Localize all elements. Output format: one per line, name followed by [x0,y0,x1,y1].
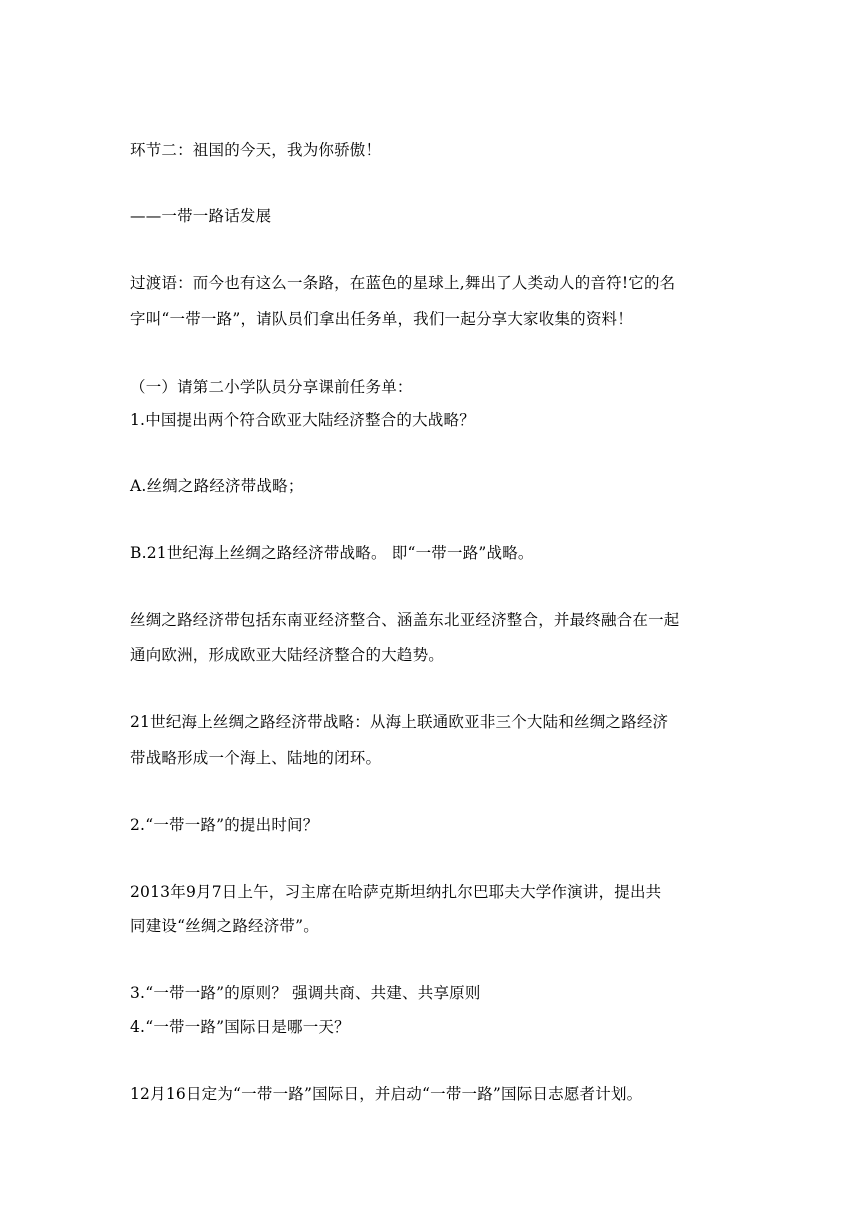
task-intro: （一）请第二小学队员分享课前任务单： [130,378,413,396]
section-heading: 环节二：祖国的今天，我为你骄傲！ [130,141,382,159]
question-1: 1.中国提出两个符合欧亚大陆经济整合的大战略？ [130,411,475,429]
question-4: 4.“一带一路”国际日是哪一天？ [130,1018,350,1036]
question-2: 2.“一带一路”的提出时间？ [130,816,319,834]
question-3: 3.“一带一路”的原则？ 强调共商、共建、共享原则 [130,984,481,1002]
subheading: ——一带一路话发展 [130,207,272,225]
transition-line-2: 字叫“一带一路”，请队员们拿出任务单，我们一起分享大家收集的资料！ [130,310,633,328]
explain-2-line-1: 21世纪海上丝绸之路经济带战略：从海上联通欧亚非三个大陆和丝绸之路经济 [130,713,669,731]
explain-2-line-2: 带战略形成一个海上、陆地的闭环。 [130,749,382,767]
answer-2-line-2: 同建设“丝绸之路经济带”。 [130,917,319,935]
explain-1-line-2: 通向欧洲，形成欧亚大陆经济整合的大趋势。 [130,646,445,664]
answer-a: A.丝绸之路经济带战略； [130,477,304,495]
transition-line-1: 过渡语：而今也有这么一条路，在蓝色的星球上,舞出了人类动人的音符!它的名 [130,274,676,292]
answer-b: B.21世纪海上丝绸之路经济带战略。 即“一带一路”战略。 [130,544,534,562]
answer-4: 12月16日定为“一带一路”国际日，并启动“一带一路”国际日志愿者计划。 [130,1085,643,1103]
explain-1-line-1: 丝绸之路经济带包括东南亚经济整合、涵盖东北亚经济整合，并最终融合在一起 [130,611,680,629]
answer-2-line-1: 2013年9月7日上午，习主席在哈萨克斯坦纳扎尔巴耶夫大学作演讲，提出共 [130,883,662,901]
